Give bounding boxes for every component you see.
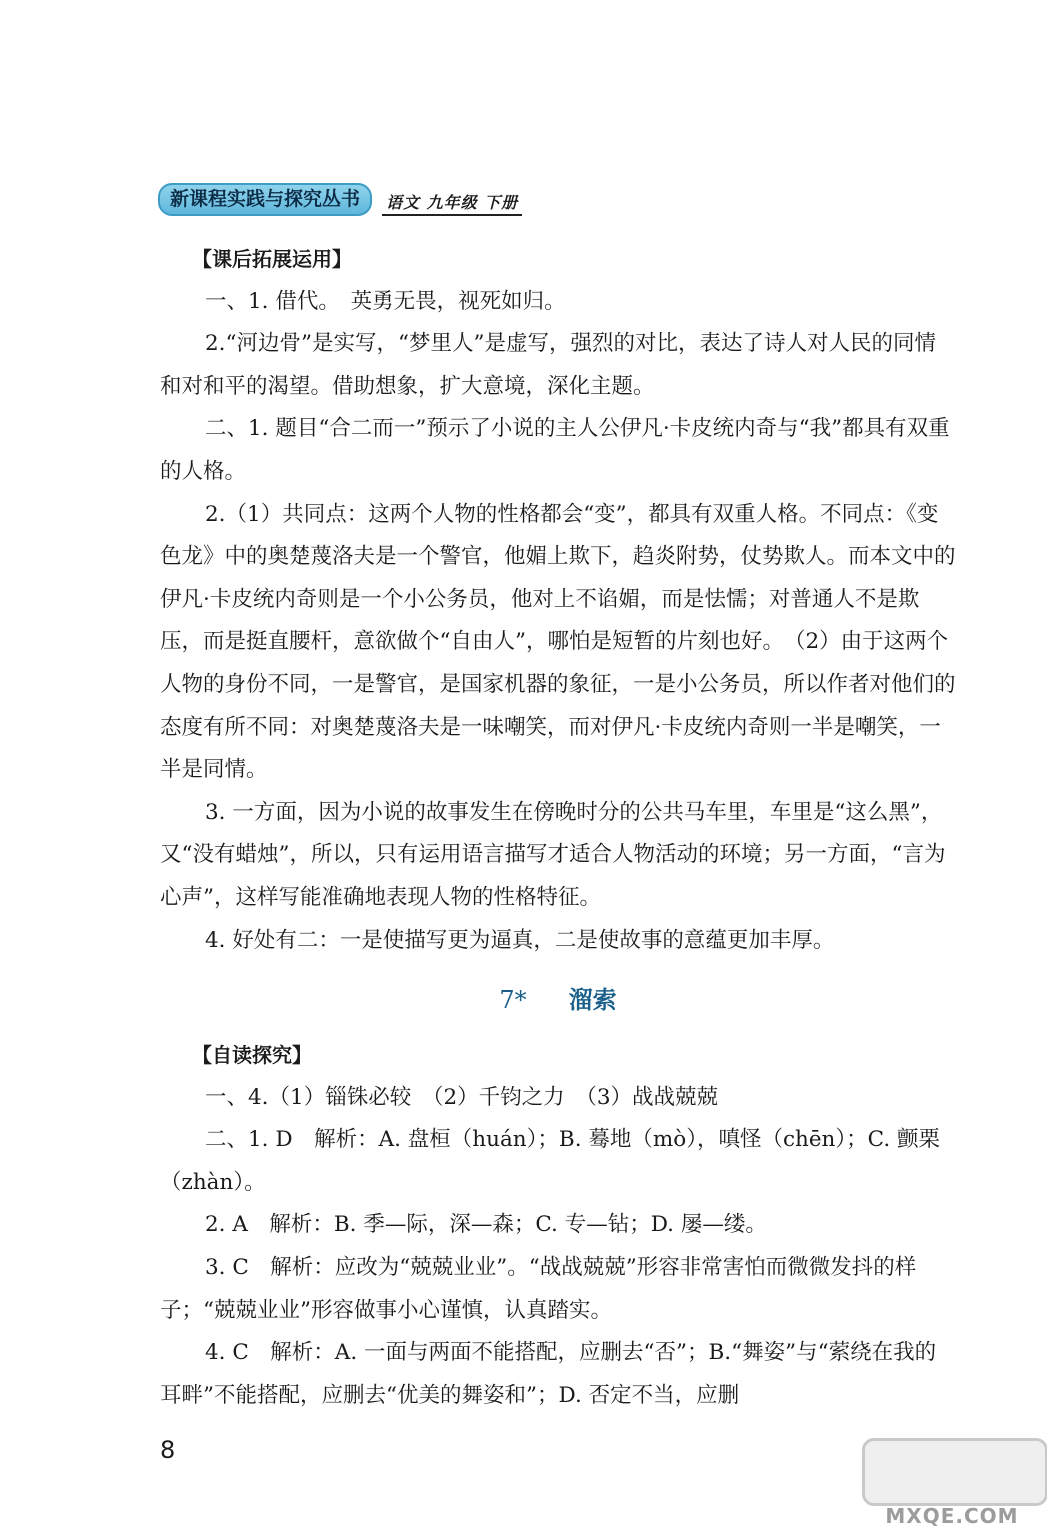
lesson-name: 溜索: [568, 986, 617, 1015]
section-heading: 【自读探究】: [192, 1043, 312, 1068]
answer-paragraph: 3. 一方面，因为小说的故事发生在傍晚时分的公共马车里，车里是“这么黑”，又“没有蜡烛”，所以，只有运用语言描写才适合人物活动的环境；另一方面，“言为心声”，这样写能准确地表现人物的性格特征。: [160, 799, 946, 910]
watermark-logo: [862, 1438, 1042, 1530]
page-number: 8: [160, 1436, 176, 1464]
running-header: [158, 183, 522, 216]
answer-paragraph: 4. C 解析：A. 一面与两面不能搭配，应删去“否”；B.“舞姿”与“萦绕在我的耳畔”不能搭配，应删去“优美的舞姿和”；D. 否定不当，应删: [160, 1340, 937, 1408]
answer-paragraph: 一、1. 借代。 英勇无畏，视死如归。: [205, 288, 566, 314]
section-heading: 【课后拓展运用】: [192, 247, 352, 271]
answer-paragraph: 4. 好处有二：一是使描写更为逼真，二是使故事的意蕴更加丰厚。: [205, 927, 835, 953]
series-badge: 新课程实践与探究丛书: [158, 183, 372, 216]
answer-paragraph: 2. A 解析：B. 季—际，深—森；C. 专—钻；D. 屡—缕。: [205, 1212, 767, 1238]
answer-paragraph: 一、4.（1）锱铢必较 （2）千钧之力 （3）战战兢兢: [205, 1084, 719, 1110]
subject-label: 语文 九年级 下册: [382, 190, 522, 216]
answer-paragraph: 二、1. 题目“合二而一”预示了小说的主人公伊凡·卡皮统内奇与“我”都具有双重的人格。: [160, 416, 950, 484]
answer-paragraph: 2.“河边骨”是实写，“梦里人”是虚写，强烈的对比，表达了诗人对人民的同情和对和平的渴望。借助想象，扩大意境，深化主题。: [160, 331, 936, 399]
watermark-site: MXQE.COM: [885, 1504, 1019, 1528]
lesson-number: 7*: [499, 986, 527, 1015]
answer-paragraph: 2.（1）共同点：这两个人物的性格都会“变”，都具有双重人格。不同点：《变色龙》中的奥楚蔑洛夫是一个警官，他媚上欺下，趋炎附势，仗势欺人。而本文中的伊凡·卡皮统内奇则是一个小公务员，他对上不谄媚，而是怯懦；对普通人不是欺压，而是挺直腰杆，意欲做个“自由人”，哪怕是短暂的片刻也好。 （2）由于这两个人物的身份不同，一是警官，是国家机器的象征，一是小公务员，所以作者对他们的态度有所不同：对奥楚蔑洛夫是一味嘲笑，而对伊凡·卡皮统内奇则一半是嘲笑，一半是同情。: [160, 501, 956, 783]
answer-paragraph: 二、1. D 解析：A. 盘桓（huán）；B. 蓦地（mò），嗔怪（chēn）；C. 颤栗（zhàn）。: [160, 1127, 941, 1195]
watermark-badge: [862, 1438, 1047, 1506]
page-body: [160, 238, 956, 1417]
answer-paragraph: 3. C 解析：应改为“兢兢业业”。“战战兢兢”形容非常害怕而微微发抖的样子；“兢兢业业”形容做事小心谨慎，认真踏实。: [160, 1255, 917, 1323]
lesson-title: [160, 976, 956, 1024]
